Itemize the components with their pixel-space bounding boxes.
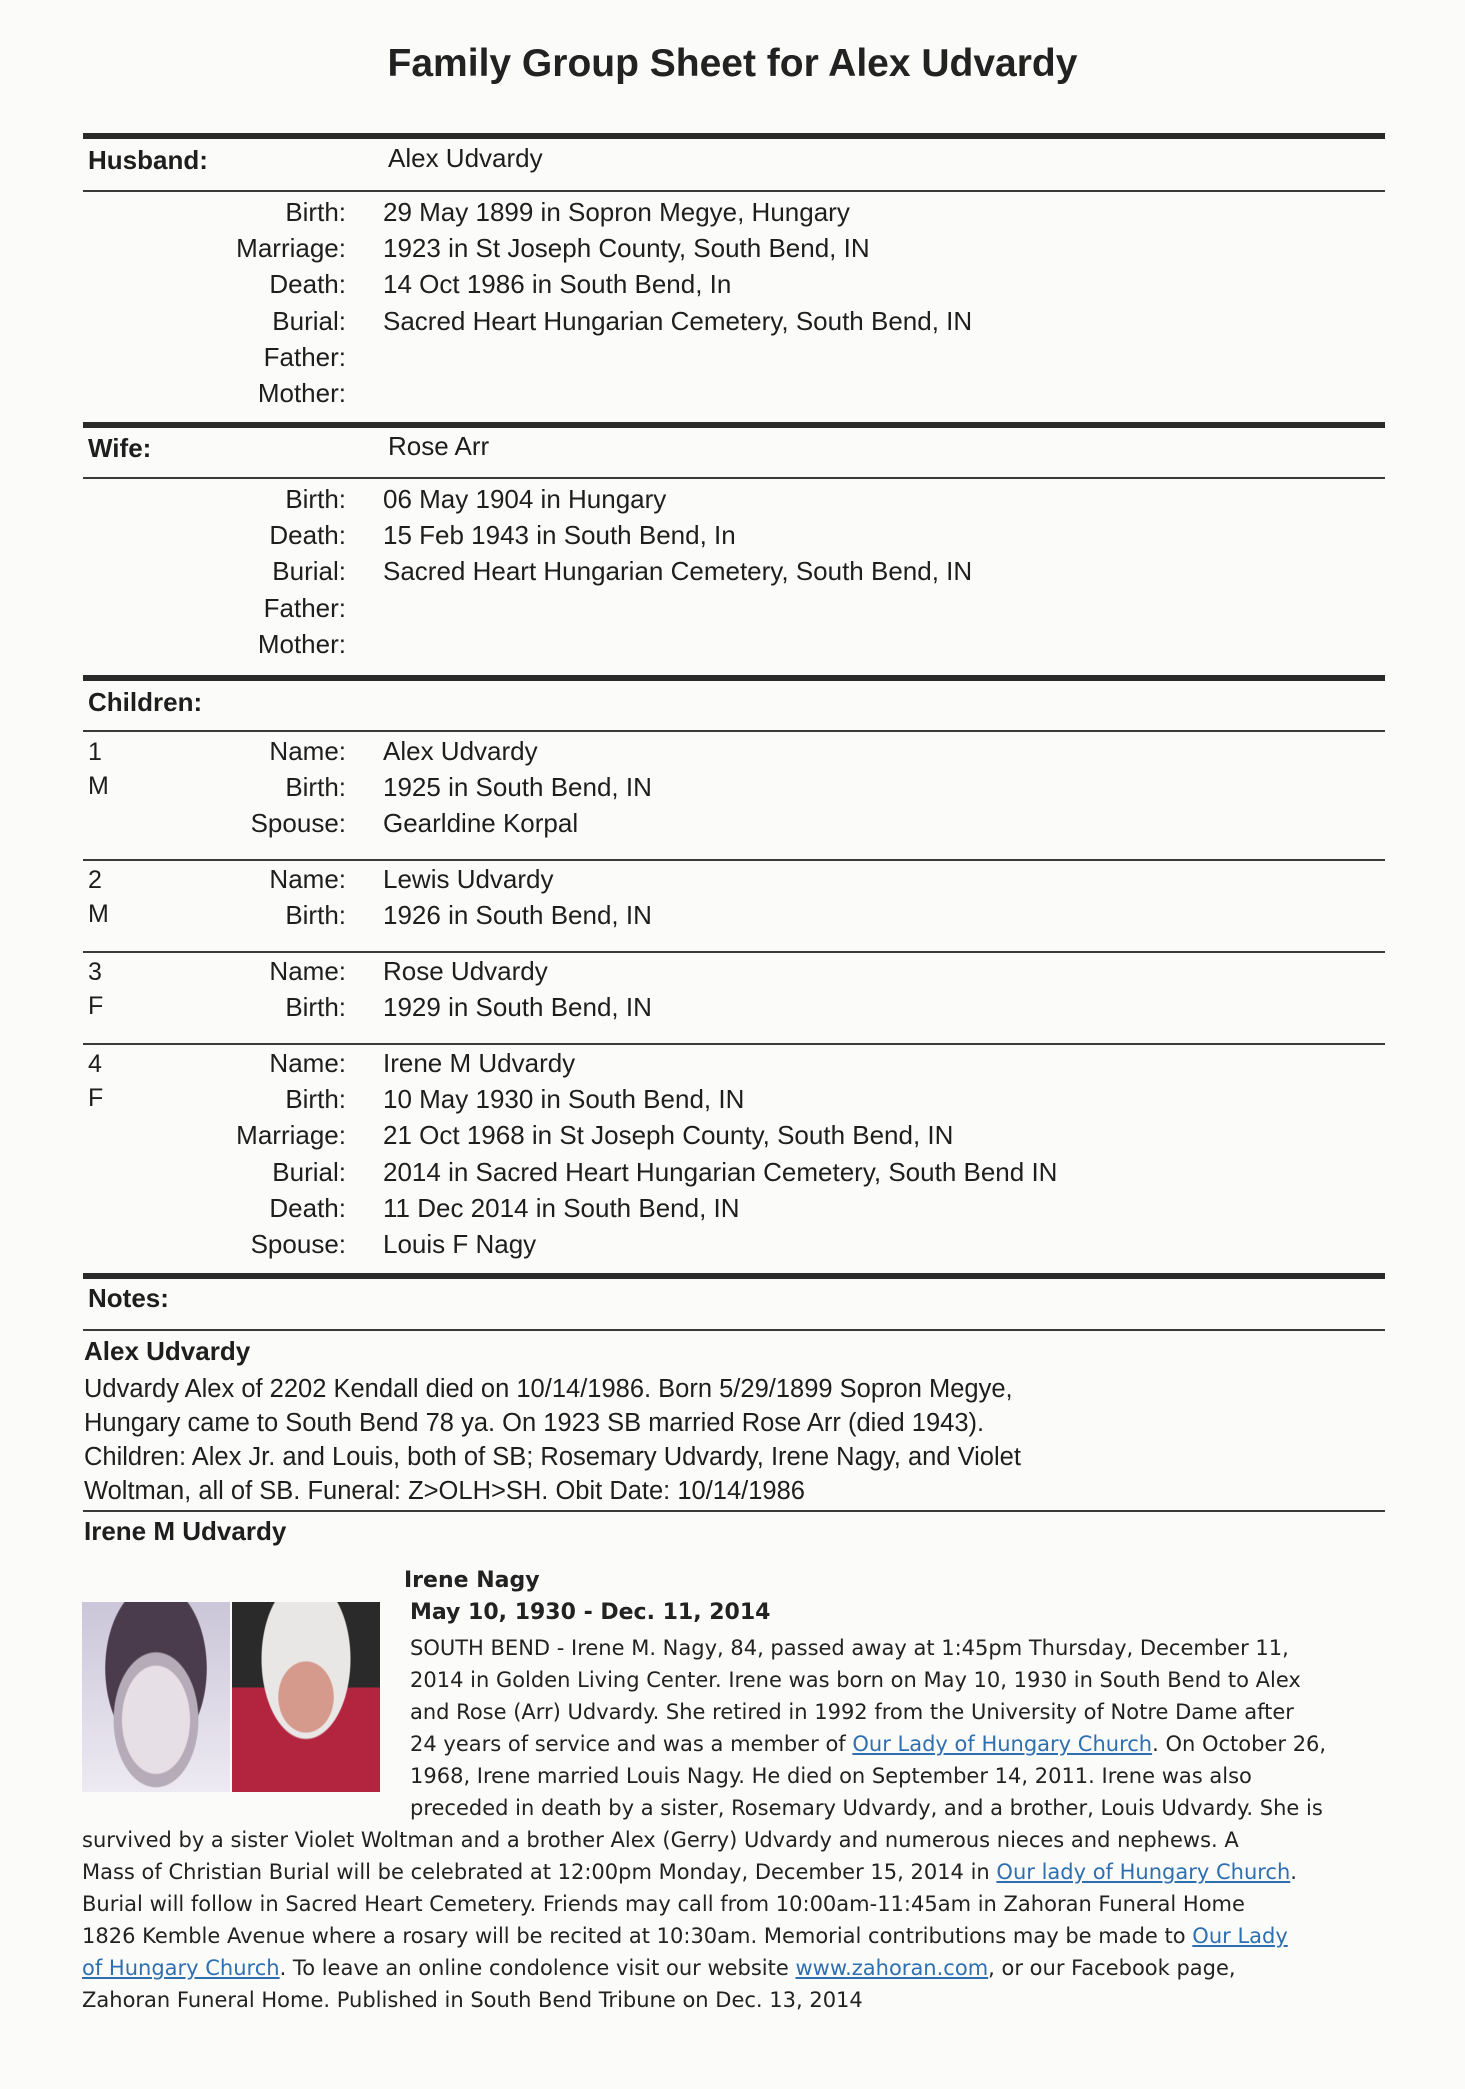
fact-value: Rose Udvardy [383,956,548,986]
fact-label: Birth: [285,197,346,227]
fact-value: 2014 in Sacred Heart Hungarian Cemetery, South Bend IN [383,1156,1058,1187]
fact-label: Birth: [285,484,346,514]
husband-name: Alex Udvardy [388,143,543,173]
obituary-line: preceded in death by a sister, Rosemary Udvardy, and a brother, Louis Udvardy. She is [410,1796,1323,1820]
fact-value: Sacred Heart Hungarian Cemetery, South Bend, IN [383,305,973,336]
obituary-line: and Rose (Arr) Udvardy. She retired in 1992 from the University of Notre Dame after [410,1700,1294,1724]
note-line: Udvardy Alex of 2202 Kendall died on 10/14/1986. Born 5/29/1899 Sopron Megye, [84,1375,1013,1403]
fact-label: Name: [269,736,346,766]
child-sex: F [88,992,104,1020]
notes-label: Notes: [88,1283,169,1313]
fact-label: Death: [269,1192,346,1223]
fact-label: Father: [263,592,346,623]
divider [83,1043,1385,1045]
fact-value: Sacred Heart Hungarian Cemetery, South Bend, IN [383,556,973,587]
obituary-text: . To leave an online condolence visit our website [279,1956,796,1980]
portrait-photo-elderly [232,1602,380,1792]
divider [83,133,1385,139]
church-link[interactable]: Our lady of Hungary Church [996,1860,1291,1884]
fact-value: 1929 in South Bend, IN [383,992,652,1023]
obituary-dates: May 10, 1930 - Dec. 11, 2014 [410,1600,771,1625]
divider [83,477,1385,479]
fact-value: Louis F Nagy [383,1229,537,1259]
fact-value: 1925 in South Bend, IN [383,772,652,803]
obituary-text: 24 years of service and was a member of [410,1732,853,1756]
fact-label: Death: [269,520,346,551]
divider [83,422,1385,428]
note-line: Hungary came to South Bend 78 ya. On 1923 SB married Rose Arr (died 1943). [84,1409,985,1437]
fact-label: Birth: [285,772,346,803]
church-link[interactable]: of Hungary Church [82,1956,280,1980]
divider [83,1510,1385,1512]
children-label: Children: [88,687,203,717]
child-number: 1 [88,738,102,766]
note-heading-alex: Alex Udvardy [84,1336,251,1366]
note-line: Woltman, all of SB. Funeral: Z>OLH>SH. Obit Date: 10/14/1986 [84,1477,805,1505]
note-line: Children: Alex Jr. and Louis, both of SB; Rosemary Udvardy, Irene Nagy, and Violet [84,1443,1021,1471]
obituary-text: Mass of Christian Burial will be celebrated at 12:00pm Monday, December 15, 2014 in [82,1860,997,1884]
fact-label: Spouse: [250,808,346,839]
page-title: Family Group Sheet for Alex Udvardy [387,42,1078,85]
child-number: 4 [88,1050,102,1078]
divider [83,1329,1385,1331]
note-body-alex [84,1372,1324,1508]
divider [83,190,1385,192]
obituary-line: SOUTH BEND - Irene M. Nagy, 84, passed away at 1:45pm Thursday, December 11, [410,1636,1289,1660]
obituary-line: 2014 in Golden Living Center. Irene was born on May 10, 1930 in South Bend to Alex [410,1668,1301,1692]
fact-value: 06 May 1904 in Hungary [383,484,667,514]
fact-label: Marriage: [236,1120,346,1151]
fact-label: Marriage: [236,233,346,264]
child-number: 3 [88,958,102,986]
obituary-line [82,1924,1288,1948]
fact-label: Birth: [285,1084,346,1115]
fact-label: Mother: [257,628,346,659]
fact-label: Birth: [285,900,346,931]
husband-label: Husband: [88,145,208,175]
fact-value: 14 Oct 1986 in South Bend, In [383,269,732,300]
church-link[interactable]: Our Lady [1192,1924,1288,1948]
obituary-line [410,1732,1326,1756]
fact-label: Burial: [272,1156,346,1187]
divider [83,859,1385,861]
child-sex: M [88,772,109,800]
fact-label: Name: [269,864,346,894]
website-link[interactable]: www.zahoran.com [795,1956,989,1980]
obituary-line: 1968, Irene married Louis Nagy. He died on September 14, 2011. Irene was also [410,1764,1252,1788]
fact-label: Name: [269,956,346,986]
divider [83,730,1385,732]
child-number: 2 [88,866,102,894]
fact-value: 11 Dec 2014 in South Bend, IN [383,1192,740,1223]
fact-label: Death: [269,269,346,300]
obituary-name: Irene Nagy [404,1568,540,1593]
fact-value: 1923 in St Joseph County, South Bend, IN [383,233,870,264]
fact-label: Mother: [257,378,346,408]
obituary-clipping [82,1566,1402,2066]
child-sex: F [88,1084,104,1112]
obituary-line: survived by a sister Violet Woltman and a brother Alex (Gerry) Udvardy and numerous nieces and nephews. A [82,1828,1239,1852]
fact-label: Spouse: [250,1229,346,1259]
obituary-line: Burial will follow in Sacred Heart Cemetery. Friends may call from 10:00am-11:45am in Zahoran Funeral Home [82,1892,1245,1916]
obituary-line: Zahoran Funeral Home. Published in South Bend Tribune on Dec. 13, 2014 [82,1988,863,2012]
fact-value: 29 May 1899 in Sopron Megye, Hungary [383,197,850,227]
fact-value: 1926 in South Bend, IN [383,900,652,931]
wife-label: Wife: [88,433,152,463]
child-sex: M [88,900,109,928]
fact-value: 21 Oct 1968 in St Joseph County, South Bend, IN [383,1120,954,1151]
note-heading-irene: Irene M Udvardy [84,1516,287,1546]
divider [83,951,1385,953]
fact-value: 10 May 1930 in South Bend, IN [383,1084,745,1115]
obituary-text: . [1290,1860,1297,1884]
wife-name: Rose Arr [388,431,490,461]
obituary-line [82,1860,1297,1884]
fact-label: Name: [269,1048,346,1078]
fact-value: Irene M Udvardy [383,1048,576,1078]
fact-label: Father: [263,341,346,372]
obituary-text: 1826 Kemble Avenue where a rosary will be recited at 10:30am. Memorial contributions may be made to [82,1924,1193,1948]
obituary-line [82,1956,1236,1980]
fact-label: Burial: [272,305,346,336]
fact-value: Gearldine Korpal [383,808,579,839]
fact-value: Alex Udvardy [383,736,538,766]
obituary-text: , or our Facebook page, [988,1956,1236,1980]
fact-label: Burial: [272,556,346,587]
divider [83,1273,1385,1279]
portrait-photo-young [82,1602,230,1792]
fact-value: Lewis Udvardy [383,864,554,894]
fact-value: 15 Feb 1943 in South Bend, In [383,520,736,551]
fact-label: Birth: [285,992,346,1023]
obituary-text: . On October 26, [1152,1732,1327,1756]
divider [83,675,1385,681]
church-link[interactable]: Our Lady of Hungary Church [852,1732,1153,1756]
